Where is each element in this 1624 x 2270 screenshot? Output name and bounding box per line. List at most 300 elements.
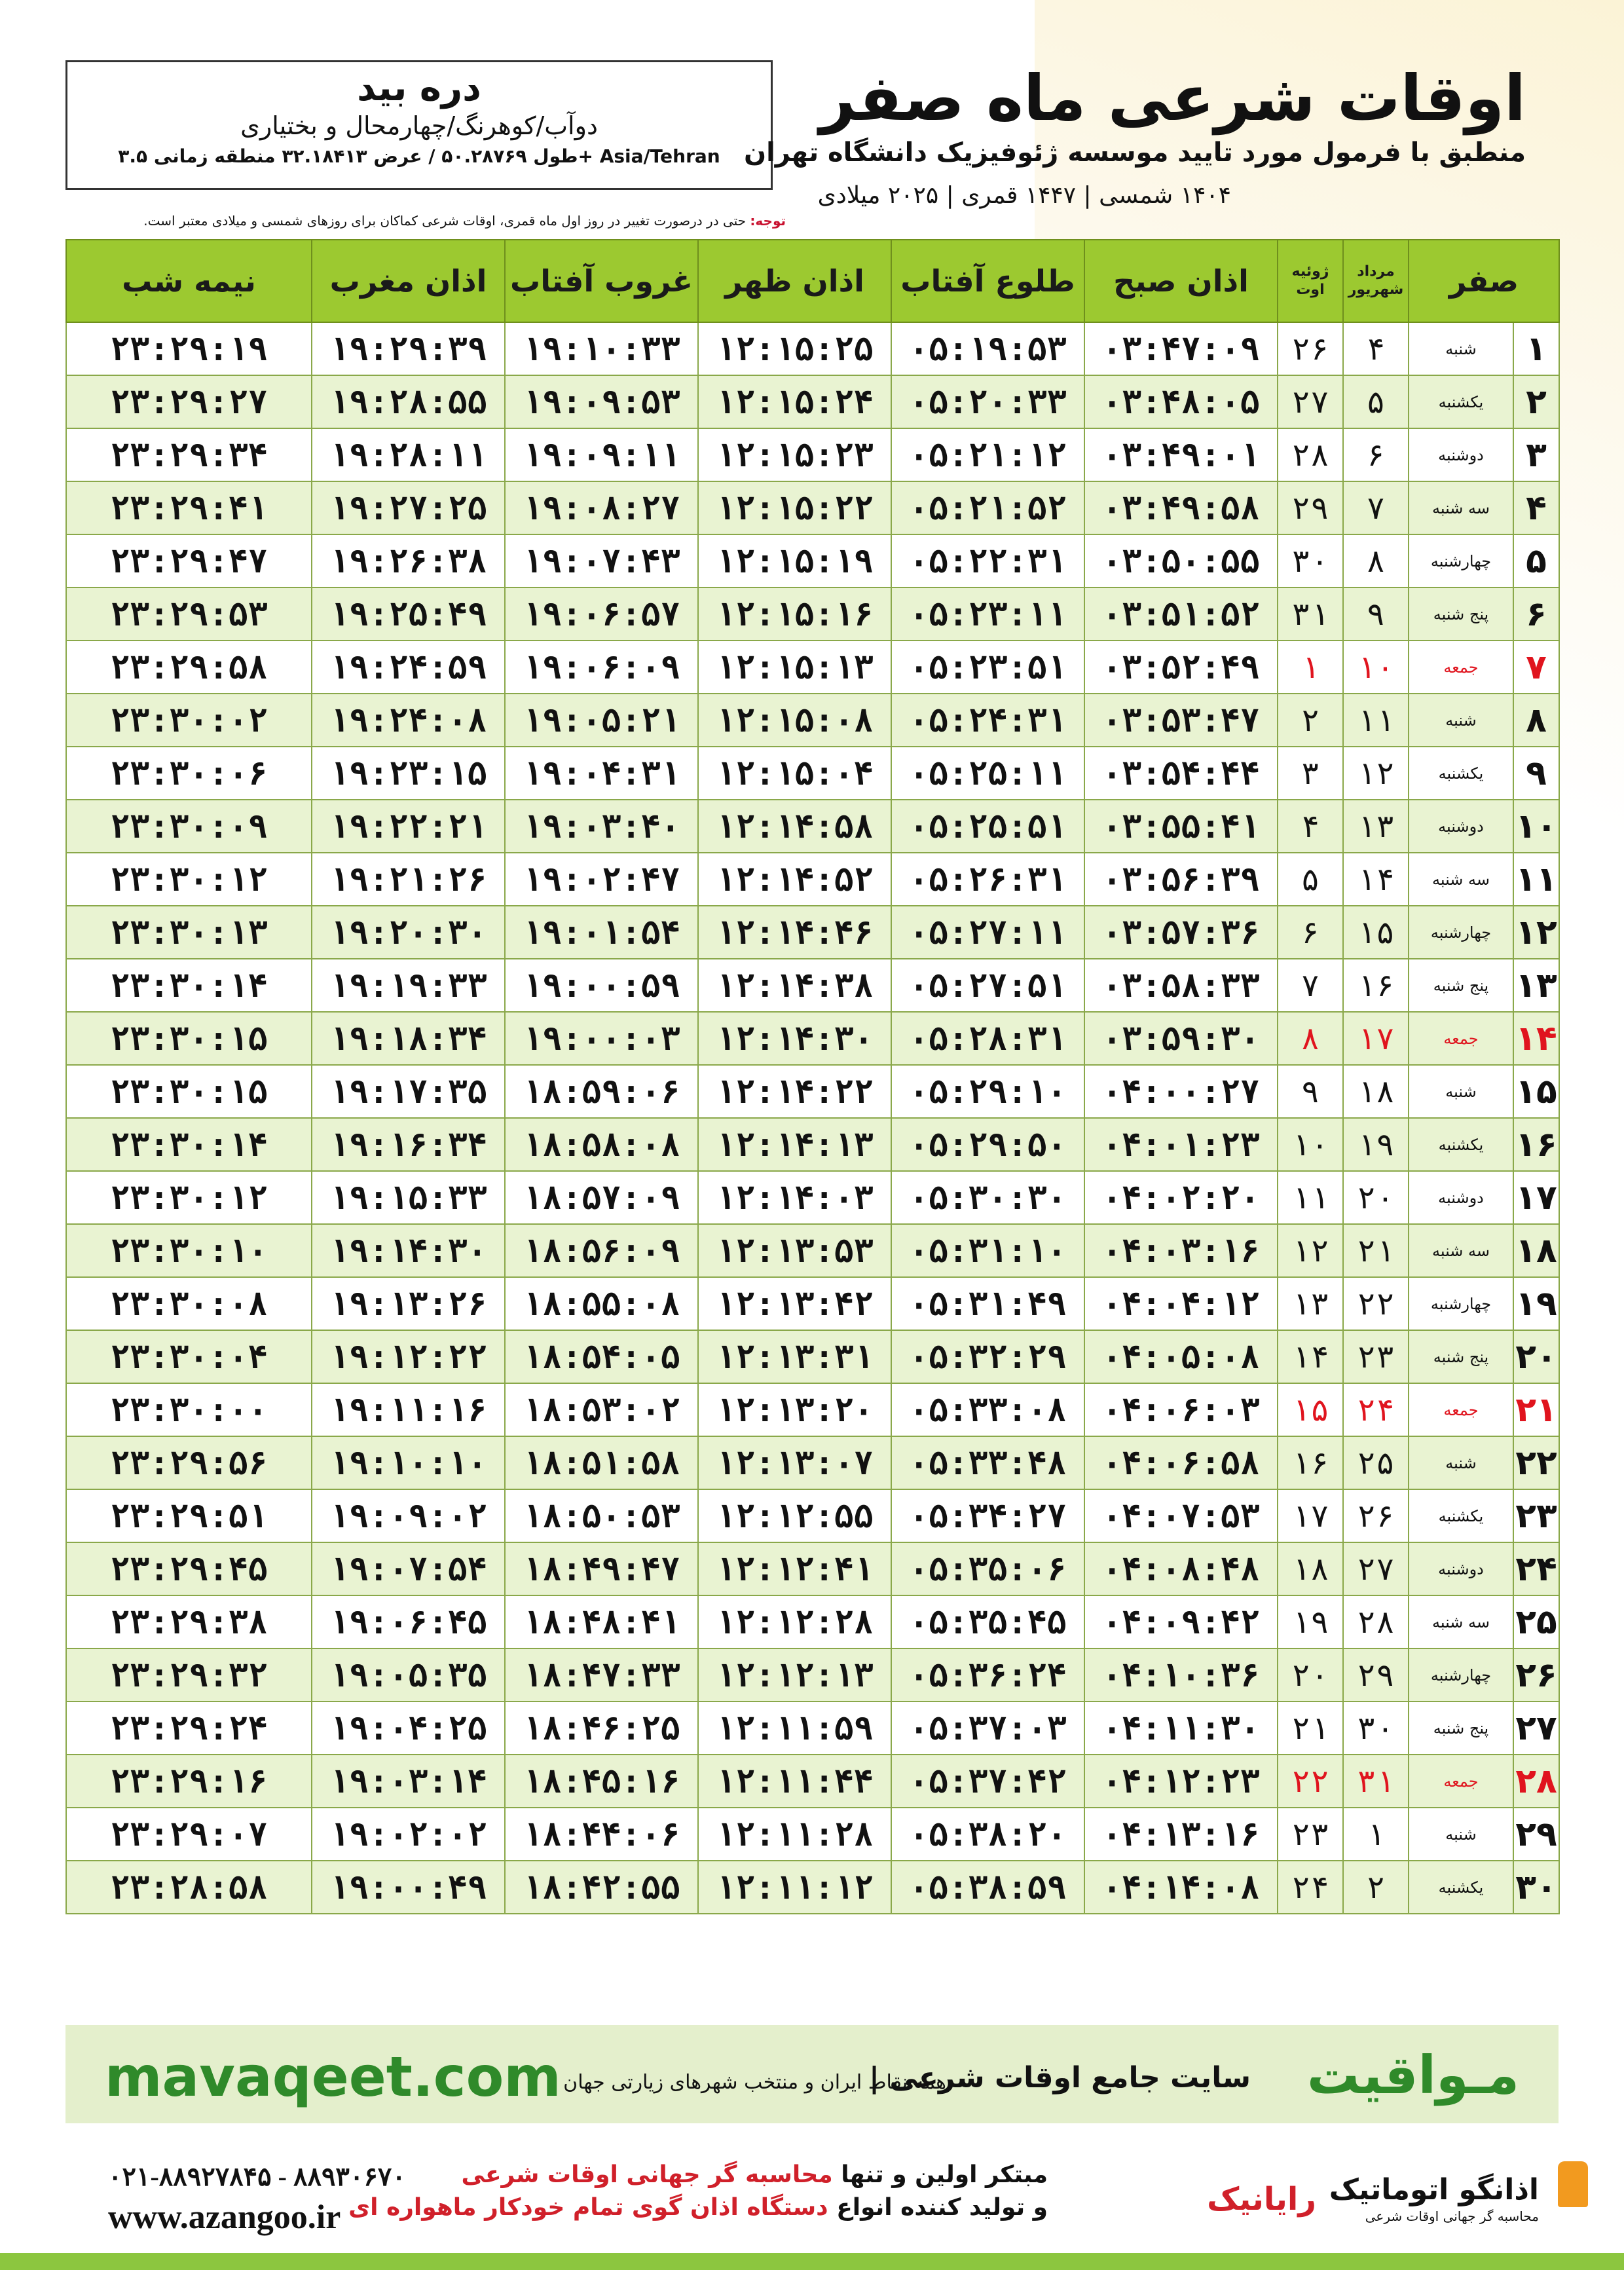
midnight-time: ۲۳:۲۹:۵۳ — [66, 587, 312, 641]
sunset-time: ۱۸:۴۵:۱۶ — [505, 1755, 698, 1808]
sunset-time: ۱۹:۰۶:۵۷ — [505, 587, 698, 641]
maghrib-time: ۱۹:۲۸:۵۵ — [312, 375, 505, 428]
gregorian-day: ۲۱ — [1278, 1702, 1343, 1755]
footer-website-link[interactable]: www.azangoo.ir — [108, 2199, 341, 2236]
dhuhr-time: ۱۲:۱۴:۱۳ — [698, 1118, 891, 1171]
maghrib-time: ۱۹:۲۸:۱۱ — [312, 428, 505, 481]
shamsi-day: ۱۱ — [1343, 694, 1409, 747]
banner-tagline: سایت جامع اوقات شرعی | — [869, 2061, 1251, 2094]
gregorian-day: ۲۲ — [1278, 1755, 1343, 1808]
fajr-time: ۰۳:۵۸:۳۳ — [1084, 959, 1278, 1012]
table-row — [66, 1436, 1559, 1489]
day-number: ۱۶ — [1513, 1118, 1559, 1171]
sunset-time: ۱۹:۰۸:۲۷ — [505, 481, 698, 534]
sunset-time: ۱۹:۰۹:۱۱ — [505, 428, 698, 481]
day-number: ۲ — [1513, 375, 1559, 428]
fajr-time: ۰۴:۰۱:۲۳ — [1084, 1118, 1278, 1171]
table-row — [66, 1595, 1559, 1648]
maghrib-time: ۱۹:۱۵:۳۳ — [312, 1171, 505, 1224]
midnight-time: ۲۳:۳۰:۰۰ — [66, 1383, 312, 1436]
midnight-time: ۲۳:۳۰:۱۴ — [66, 1118, 312, 1171]
day-number: ۲۰ — [1513, 1330, 1559, 1383]
sunrise-time: ۰۵:۳۲:۲۹ — [891, 1330, 1084, 1383]
table-row — [66, 1171, 1559, 1224]
weekday: پنج شنبه — [1409, 1330, 1513, 1383]
calendar-years: ۱۴۰۴ شمسی | ۱۴۴۷ قمری | ۲۰۲۵ میلادی — [817, 182, 1231, 209]
dhuhr-time: ۱۲:۱۵:۱۳ — [698, 641, 891, 694]
sunset-time: ۱۸:۴۹:۴۷ — [505, 1542, 698, 1595]
maghrib-time: ۱۹:۱۷:۳۵ — [312, 1065, 505, 1118]
maghrib-time: ۱۹:۱۹:۳۳ — [312, 959, 505, 1012]
midnight-time: ۲۳:۲۹:۴۵ — [66, 1542, 312, 1595]
banner-site-link[interactable]: mavaqeet.com — [105, 2045, 561, 2109]
weekday: دوشنبه — [1409, 1542, 1513, 1595]
mavaqeet-logo: مـواقیت — [1306, 2045, 1519, 2106]
maghrib-time: ۱۹:۱۸:۳۴ — [312, 1012, 505, 1065]
prayer-times-table — [65, 239, 1560, 1914]
maghrib-time: ۱۹:۲۷:۲۵ — [312, 481, 505, 534]
dhuhr-time: ۱۲:۱۵:۱۹ — [698, 534, 891, 587]
col-maghrib: اذان مغرب — [312, 240, 505, 322]
table-row — [66, 1118, 1559, 1171]
sunset-time: ۱۹:۰۷:۴۳ — [505, 534, 698, 587]
midnight-time: ۲۳:۲۹:۱۶ — [66, 1755, 312, 1808]
dhuhr-time: ۱۲:۱۲:۲۸ — [698, 1595, 891, 1648]
maghrib-time: ۱۹:۱۱:۱۶ — [312, 1383, 505, 1436]
sunrise-time: ۰۵:۳۷:۰۳ — [891, 1702, 1084, 1755]
weekday: شنبه — [1409, 694, 1513, 747]
gregorian-day: ۱۲ — [1278, 1224, 1343, 1277]
dhuhr-time: ۱۲:۱۱:۱۲ — [698, 1861, 891, 1914]
dhuhr-time: ۱۲:۱۱:۵۹ — [698, 1702, 891, 1755]
day-number: ۱۵ — [1513, 1065, 1559, 1118]
sunrise-time: ۰۵:۲۹:۱۰ — [891, 1065, 1084, 1118]
dhuhr-time: ۱۲:۱۵:۱۶ — [698, 587, 891, 641]
dhuhr-time: ۱۲:۱۴:۵۲ — [698, 853, 891, 906]
fajr-time: ۰۴:۰۷:۵۳ — [1084, 1489, 1278, 1542]
table-row — [66, 481, 1559, 534]
shamsi-day: ۷ — [1343, 481, 1409, 534]
midnight-time: ۲۳:۲۹:۴۱ — [66, 481, 312, 534]
table-row — [66, 1277, 1559, 1330]
weekday: یکشنبه — [1409, 1489, 1513, 1542]
gregorian-day: ۲۷ — [1278, 375, 1343, 428]
dhuhr-time: ۱۲:۱۴:۰۳ — [698, 1171, 891, 1224]
sunrise-time: ۰۵:۱۹:۵۳ — [891, 322, 1084, 375]
maghrib-time: ۱۹:۰۳:۱۴ — [312, 1755, 505, 1808]
table-row — [66, 641, 1559, 694]
fajr-time: ۰۳:۵۲:۴۹ — [1084, 641, 1278, 694]
table-row — [66, 1755, 1559, 1808]
dhuhr-time: ۱۲:۱۲:۵۵ — [698, 1489, 891, 1542]
weekday: شنبه — [1409, 322, 1513, 375]
gregorian-day: ۱۴ — [1278, 1330, 1343, 1383]
gregorian-day: ۱۸ — [1278, 1542, 1343, 1595]
shamsi-day: ۲ — [1343, 1861, 1409, 1914]
weekday: سه شنبه — [1409, 1595, 1513, 1648]
table-row — [66, 534, 1559, 587]
fajr-time: ۰۳:۵۷:۳۶ — [1084, 906, 1278, 959]
table-row — [66, 1542, 1559, 1595]
sunrise-time: ۰۵:۳۴:۲۷ — [891, 1489, 1084, 1542]
dhuhr-time: ۱۲:۱۵:۲۳ — [698, 428, 891, 481]
gregorian-day: ۱ — [1278, 641, 1343, 694]
midnight-time: ۲۳:۲۹:۲۷ — [66, 375, 312, 428]
banner-small: همه نقاط ایران و منتخب شهرهای زیارتی جهان — [563, 2071, 946, 2094]
weekday: دوشنبه — [1409, 428, 1513, 481]
sunset-time: ۱۸:۵۰:۵۳ — [505, 1489, 698, 1542]
fajr-time: ۰۴:۱۴:۰۸ — [1084, 1861, 1278, 1914]
weekday: شنبه — [1409, 1436, 1513, 1489]
dhuhr-time: ۱۲:۱۵:۰۴ — [698, 747, 891, 800]
sunrise-time: ۰۵:۳۵:۰۶ — [891, 1542, 1084, 1595]
dhuhr-time: ۱۲:۱۴:۴۶ — [698, 906, 891, 959]
dhuhr-time: ۱۲:۱۱:۴۴ — [698, 1755, 891, 1808]
gregorian-day: ۴ — [1278, 800, 1343, 853]
sunset-time: ۱۹:۰۴:۳۱ — [505, 747, 698, 800]
sunrise-time: ۰۵:۳۶:۲۴ — [891, 1648, 1084, 1702]
weekday: یکشنبه — [1409, 747, 1513, 800]
dhuhr-time: ۱۲:۱۴:۳۰ — [698, 1012, 891, 1065]
col-gregorian: ژوئیه اوت — [1278, 240, 1343, 322]
maghrib-time: ۱۹:۰۴:۲۵ — [312, 1702, 505, 1755]
midnight-time: ۲۳:۲۹:۳۴ — [66, 428, 312, 481]
table-row — [66, 1012, 1559, 1065]
dhuhr-time: ۱۲:۱۳:۰۷ — [698, 1436, 891, 1489]
sunrise-time: ۰۵:۲۴:۳۱ — [891, 694, 1084, 747]
gregorian-day: ۲ — [1278, 694, 1343, 747]
azangoo-icon — [1558, 2161, 1588, 2207]
note — [65, 213, 786, 229]
maghrib-time: ۱۹:۲۳:۱۵ — [312, 747, 505, 800]
maghrib-time: ۱۹:۲۴:۵۹ — [312, 641, 505, 694]
day-number: ۲۸ — [1513, 1755, 1559, 1808]
weekday: چهارشنبه — [1409, 1277, 1513, 1330]
fajr-time: ۰۴:۰۶:۰۳ — [1084, 1383, 1278, 1436]
fajr-time: ۰۳:۵۰:۵۵ — [1084, 534, 1278, 587]
fajr-time: ۰۴:۱۳:۱۶ — [1084, 1808, 1278, 1861]
sunset-time: ۱۹:۰۹:۵۳ — [505, 375, 698, 428]
day-number: ۹ — [1513, 747, 1559, 800]
day-number: ۴ — [1513, 481, 1559, 534]
dhuhr-time: ۱۲:۱۴:۲۲ — [698, 1065, 891, 1118]
midnight-time: ۲۳:۳۰:۰۸ — [66, 1277, 312, 1330]
gregorian-day: ۶ — [1278, 906, 1343, 959]
maghrib-time: ۱۹:۲۹:۳۹ — [312, 322, 505, 375]
fajr-time: ۰۴:۰۳:۱۶ — [1084, 1224, 1278, 1277]
shamsi-day: ۳۱ — [1343, 1755, 1409, 1808]
sunrise-time: ۰۵:۲۹:۵۰ — [891, 1118, 1084, 1171]
day-number: ۳ — [1513, 428, 1559, 481]
gregorian-day: ۳ — [1278, 747, 1343, 800]
midnight-time: ۲۳:۲۹:۳۸ — [66, 1595, 312, 1648]
midnight-time: ۲۳:۳۰:۱۰ — [66, 1224, 312, 1277]
day-number: ۱۰ — [1513, 800, 1559, 853]
sunset-time: ۱۸:۴۷:۳۳ — [505, 1648, 698, 1702]
fajr-time: ۰۳:۴۸:۰۵ — [1084, 375, 1278, 428]
day-number: ۷ — [1513, 641, 1559, 694]
gregorian-day: ۲۴ — [1278, 1861, 1343, 1914]
midnight-time: ۲۳:۲۹:۴۷ — [66, 534, 312, 587]
midnight-time: ۲۳:۲۹:۱۹ — [66, 322, 312, 375]
midnight-time: ۲۳:۳۰:۱۲ — [66, 853, 312, 906]
shamsi-day: ۲۲ — [1343, 1277, 1409, 1330]
fajr-time: ۰۴:۱۰:۳۶ — [1084, 1648, 1278, 1702]
table-row — [66, 375, 1559, 428]
maghrib-time: ۱۹:۱۴:۳۰ — [312, 1224, 505, 1277]
weekday: شنبه — [1409, 1808, 1513, 1861]
sunrise-time: ۰۵:۲۵:۱۱ — [891, 747, 1084, 800]
fajr-time: ۰۴:۰۶:۵۸ — [1084, 1436, 1278, 1489]
shamsi-day: ۲۷ — [1343, 1542, 1409, 1595]
midnight-time: ۲۳:۳۰:۱۳ — [66, 906, 312, 959]
sunset-time: ۱۸:۵۹:۰۶ — [505, 1065, 698, 1118]
midnight-time: ۲۳:۲۹:۵۸ — [66, 641, 312, 694]
gregorian-day: ۲۶ — [1278, 322, 1343, 375]
maghrib-time: ۱۹:۲۴:۰۸ — [312, 694, 505, 747]
table-row — [66, 1702, 1559, 1755]
day-number: ۱۲ — [1513, 906, 1559, 959]
gregorian-day: ۷ — [1278, 959, 1343, 1012]
weekday: یکشنبه — [1409, 1118, 1513, 1171]
col-fajr: اذان صبح — [1084, 240, 1278, 322]
weekday: سه شنبه — [1409, 853, 1513, 906]
fajr-time: ۰۳:۵۴:۴۴ — [1084, 747, 1278, 800]
sunset-time: ۱۹:۰۲:۴۷ — [505, 853, 698, 906]
fajr-time: ۰۴:۰۸:۴۸ — [1084, 1542, 1278, 1595]
maghrib-time: ۱۹:۰۷:۵۴ — [312, 1542, 505, 1595]
sunrise-time: ۰۵:۲۷:۱۱ — [891, 906, 1084, 959]
mavaqeet-banner — [65, 2025, 1559, 2123]
maghrib-time: ۱۹:۱۰:۱۰ — [312, 1436, 505, 1489]
gregorian-day: ۵ — [1278, 853, 1343, 906]
day-number: ۲۲ — [1513, 1436, 1559, 1489]
maghrib-time: ۱۹:۰۵:۳۵ — [312, 1648, 505, 1702]
footer-phone: ۰۲۱-۸۸۹۲۷۸۴۵ - ۸۸۹۳۰۶۷۰ — [108, 2162, 406, 2191]
dhuhr-time: ۱۲:۱۵:۰۸ — [698, 694, 891, 747]
col-safar: صفر — [1409, 240, 1559, 322]
fajr-time: ۰۴:۰۰:۲۷ — [1084, 1065, 1278, 1118]
dhuhr-time: ۱۲:۱۴:۵۸ — [698, 800, 891, 853]
gregorian-day: ۹ — [1278, 1065, 1343, 1118]
sunset-time: ۱۹:۰۰:۵۹ — [505, 959, 698, 1012]
gregorian-day: ۲۹ — [1278, 481, 1343, 534]
dhuhr-time: ۱۲:۱۲:۱۳ — [698, 1648, 891, 1702]
sunrise-time: ۰۵:۳۵:۴۵ — [891, 1595, 1084, 1648]
dhuhr-time: ۱۲:۱۵:۲۵ — [698, 322, 891, 375]
shamsi-day: ۲۱ — [1343, 1224, 1409, 1277]
day-number: ۲۷ — [1513, 1702, 1559, 1755]
fajr-time: ۰۴:۱۱:۳۰ — [1084, 1702, 1278, 1755]
col-sunset: غروب آفتاب — [505, 240, 698, 322]
day-number: ۱۷ — [1513, 1171, 1559, 1224]
sunrise-time: ۰۵:۳۳:۰۸ — [891, 1383, 1084, 1436]
sunset-time: ۱۹:۰۱:۵۴ — [505, 906, 698, 959]
sunrise-time: ۰۵:۲۸:۳۱ — [891, 1012, 1084, 1065]
sunset-time: ۱۸:۵۴:۰۵ — [505, 1330, 698, 1383]
sunrise-time: ۰۵:۲۱:۱۲ — [891, 428, 1084, 481]
day-number: ۲۴ — [1513, 1542, 1559, 1595]
maghrib-time: ۱۹:۰۹:۰۲ — [312, 1489, 505, 1542]
sunrise-time: ۰۵:۲۶:۳۱ — [891, 853, 1084, 906]
col-shamsi: مرداد شهریور — [1343, 240, 1409, 322]
table-row — [66, 959, 1559, 1012]
sunset-time: ۱۸:۴۶:۲۵ — [505, 1702, 698, 1755]
shamsi-day: ۲۶ — [1343, 1489, 1409, 1542]
day-number: ۱۳ — [1513, 959, 1559, 1012]
day-number: ۳۰ — [1513, 1861, 1559, 1914]
maghrib-time: ۱۹:۰۰:۴۹ — [312, 1861, 505, 1914]
fajr-time: ۰۴:۰۵:۰۸ — [1084, 1330, 1278, 1383]
table-row — [66, 1648, 1559, 1702]
table-row — [66, 694, 1559, 747]
midnight-time: ۲۳:۳۰:۱۵ — [66, 1012, 312, 1065]
shamsi-day: ۱۳ — [1343, 800, 1409, 853]
shamsi-day: ۳۰ — [1343, 1702, 1409, 1755]
sunset-time: ۱۹:۰۰:۰۳ — [505, 1012, 698, 1065]
weekday: شنبه — [1409, 1065, 1513, 1118]
gregorian-day: ۱۳ — [1278, 1277, 1343, 1330]
table-row — [66, 1808, 1559, 1861]
day-number: ۸ — [1513, 694, 1559, 747]
shamsi-day: ۶ — [1343, 428, 1409, 481]
midnight-time: ۲۳:۳۰:۱۲ — [66, 1171, 312, 1224]
gregorian-day: ۱۹ — [1278, 1595, 1343, 1648]
weekday: چهارشنبه — [1409, 906, 1513, 959]
sunset-time: ۱۸:۴۸:۴۱ — [505, 1595, 698, 1648]
weekday: پنج شنبه — [1409, 959, 1513, 1012]
gregorian-day: ۱۱ — [1278, 1171, 1343, 1224]
dhuhr-time: ۱۲:۱۳:۴۲ — [698, 1277, 891, 1330]
bottom-bar — [0, 2253, 1624, 2270]
shamsi-day: ۱۴ — [1343, 853, 1409, 906]
fajr-time: ۰۳:۴۷:۰۹ — [1084, 322, 1278, 375]
sunset-time: ۱۸:۵۱:۵۸ — [505, 1436, 698, 1489]
sunset-time: ۱۸:۵۳:۰۲ — [505, 1383, 698, 1436]
sunrise-time: ۰۵:۲۱:۵۲ — [891, 481, 1084, 534]
table-row — [66, 587, 1559, 641]
footer-line-2b: دستگاه اذان گوی تمام خودکار ماهواره ای — [348, 2194, 828, 2221]
maghrib-time: ۱۹:۱۲:۲۲ — [312, 1330, 505, 1383]
table-row — [66, 322, 1559, 375]
shamsi-day: ۱۰ — [1343, 641, 1409, 694]
midnight-time: ۲۳:۲۹:۰۷ — [66, 1808, 312, 1861]
note-label: توجه: — [750, 213, 786, 229]
fajr-time: ۰۳:۵۳:۴۷ — [1084, 694, 1278, 747]
midnight-time: ۲۳:۲۹:۲۴ — [66, 1702, 312, 1755]
sunset-time: ۱۸:۴۲:۵۵ — [505, 1861, 698, 1914]
sunset-time: ۱۸:۵۵:۰۸ — [505, 1277, 698, 1330]
rayanik-logo: رایانیک — [1207, 2181, 1316, 2218]
footer-line-2 — [348, 2194, 1048, 2221]
sunrise-time: ۰۵:۳۸:۵۹ — [891, 1861, 1084, 1914]
sunset-time: ۱۹:۰۵:۲۱ — [505, 694, 698, 747]
day-number: ۲۱ — [1513, 1383, 1559, 1436]
col-midnight: نیمه شب — [66, 240, 312, 322]
gregorian-day: ۳۰ — [1278, 534, 1343, 587]
fajr-time: ۰۴:۰۴:۱۲ — [1084, 1277, 1278, 1330]
day-number: ۲۶ — [1513, 1648, 1559, 1702]
gregorian-day: ۲۳ — [1278, 1808, 1343, 1861]
weekday: جمعه — [1409, 1755, 1513, 1808]
col-sunrise: طلوع آفتاب — [891, 240, 1084, 322]
table-row — [66, 1330, 1559, 1383]
weekday: چهارشنبه — [1409, 1648, 1513, 1702]
day-number: ۱۱ — [1513, 853, 1559, 906]
table-row — [66, 747, 1559, 800]
weekday: دوشنبه — [1409, 1171, 1513, 1224]
azangoo-logo-sub: محاسبه گر جهانی اوقات شرعی — [1365, 2208, 1539, 2224]
weekday: پنج شنبه — [1409, 587, 1513, 641]
sunset-time: ۱۸:۴۴:۰۶ — [505, 1808, 698, 1861]
dhuhr-time: ۱۲:۱۵:۲۲ — [698, 481, 891, 534]
shamsi-day: ۲۵ — [1343, 1436, 1409, 1489]
weekday: یکشنبه — [1409, 1861, 1513, 1914]
city-region: دوآب/کوهرنگ/چهارمحال و بختیاری — [240, 111, 598, 140]
shamsi-day: ۲۳ — [1343, 1330, 1409, 1383]
sunset-time: ۱۸:۵۶:۰۹ — [505, 1224, 698, 1277]
weekday: یکشنبه — [1409, 375, 1513, 428]
fajr-time: ۰۳:۴۹:۵۸ — [1084, 481, 1278, 534]
shamsi-day: ۲۸ — [1343, 1595, 1409, 1648]
maghrib-time: ۱۹:۲۰:۳۰ — [312, 906, 505, 959]
weekday: دوشنبه — [1409, 800, 1513, 853]
sunrise-time: ۰۵:۲۰:۳۳ — [891, 375, 1084, 428]
gregorian-day: ۲۰ — [1278, 1648, 1343, 1702]
midnight-time: ۲۳:۳۰:۱۴ — [66, 959, 312, 1012]
footer-line-1 — [462, 2161, 1048, 2188]
weekday: جمعه — [1409, 1012, 1513, 1065]
sunset-time: ۱۸:۵۷:۰۹ — [505, 1171, 698, 1224]
day-number: ۱۴ — [1513, 1012, 1559, 1065]
note-text: حتی در درصورت تغییر در روز اول ماه قمری، اوقات شرعی کماکان برای روزهای شمسی و میلادی معتبر است. — [143, 213, 750, 229]
day-number: ۲۵ — [1513, 1595, 1559, 1648]
shamsi-day: ۲۰ — [1343, 1171, 1409, 1224]
dhuhr-time: ۱۲:۱۳:۳۱ — [698, 1330, 891, 1383]
sunrise-time: ۰۵:۳۷:۴۲ — [891, 1755, 1084, 1808]
shamsi-day: ۱۹ — [1343, 1118, 1409, 1171]
table-row — [66, 1383, 1559, 1436]
city-box — [65, 60, 773, 190]
sunset-time: ۱۹:۱۰:۳۳ — [505, 322, 698, 375]
table-row — [66, 800, 1559, 853]
weekday: سه شنبه — [1409, 1224, 1513, 1277]
sunrise-time: ۰۵:۳۸:۲۰ — [891, 1808, 1084, 1861]
table-row — [66, 906, 1559, 959]
gregorian-day: ۱۵ — [1278, 1383, 1343, 1436]
fajr-time: ۰۳:۵۵:۴۱ — [1084, 800, 1278, 853]
sunrise-time: ۰۵:۳۱:۴۹ — [891, 1277, 1084, 1330]
table-row — [66, 1065, 1559, 1118]
shamsi-day: ۱۷ — [1343, 1012, 1409, 1065]
midnight-time: ۲۳:۲۸:۵۸ — [66, 1861, 312, 1914]
sunrise-time: ۰۵:۲۳:۵۱ — [891, 641, 1084, 694]
day-number: ۱۸ — [1513, 1224, 1559, 1277]
dhuhr-time: ۱۲:۱۴:۳۸ — [698, 959, 891, 1012]
footer-line-2a: و تولید کننده انواع — [828, 2194, 1048, 2221]
fajr-time: ۰۳:۵۶:۳۹ — [1084, 853, 1278, 906]
midnight-time: ۲۳:۳۰:۰۲ — [66, 694, 312, 747]
fajr-time: ۰۳:۵۹:۳۰ — [1084, 1012, 1278, 1065]
table-row — [66, 1489, 1559, 1542]
maghrib-time: ۱۹:۱۶:۳۴ — [312, 1118, 505, 1171]
page-subtitle: منطبق با فرمول مورد تایید موسسه ژئوفیزیک دانشگاه تهران — [743, 138, 1526, 168]
sunrise-time: ۰۵:۳۱:۱۰ — [891, 1224, 1084, 1277]
page-title: اوقات شرعی ماه صفر — [819, 62, 1526, 135]
col-dhuhr: اذان ظهر — [698, 240, 891, 322]
sunset-time: ۱۹:۰۶:۰۹ — [505, 641, 698, 694]
dhuhr-time: ۱۲:۱۳:۲۰ — [698, 1383, 891, 1436]
